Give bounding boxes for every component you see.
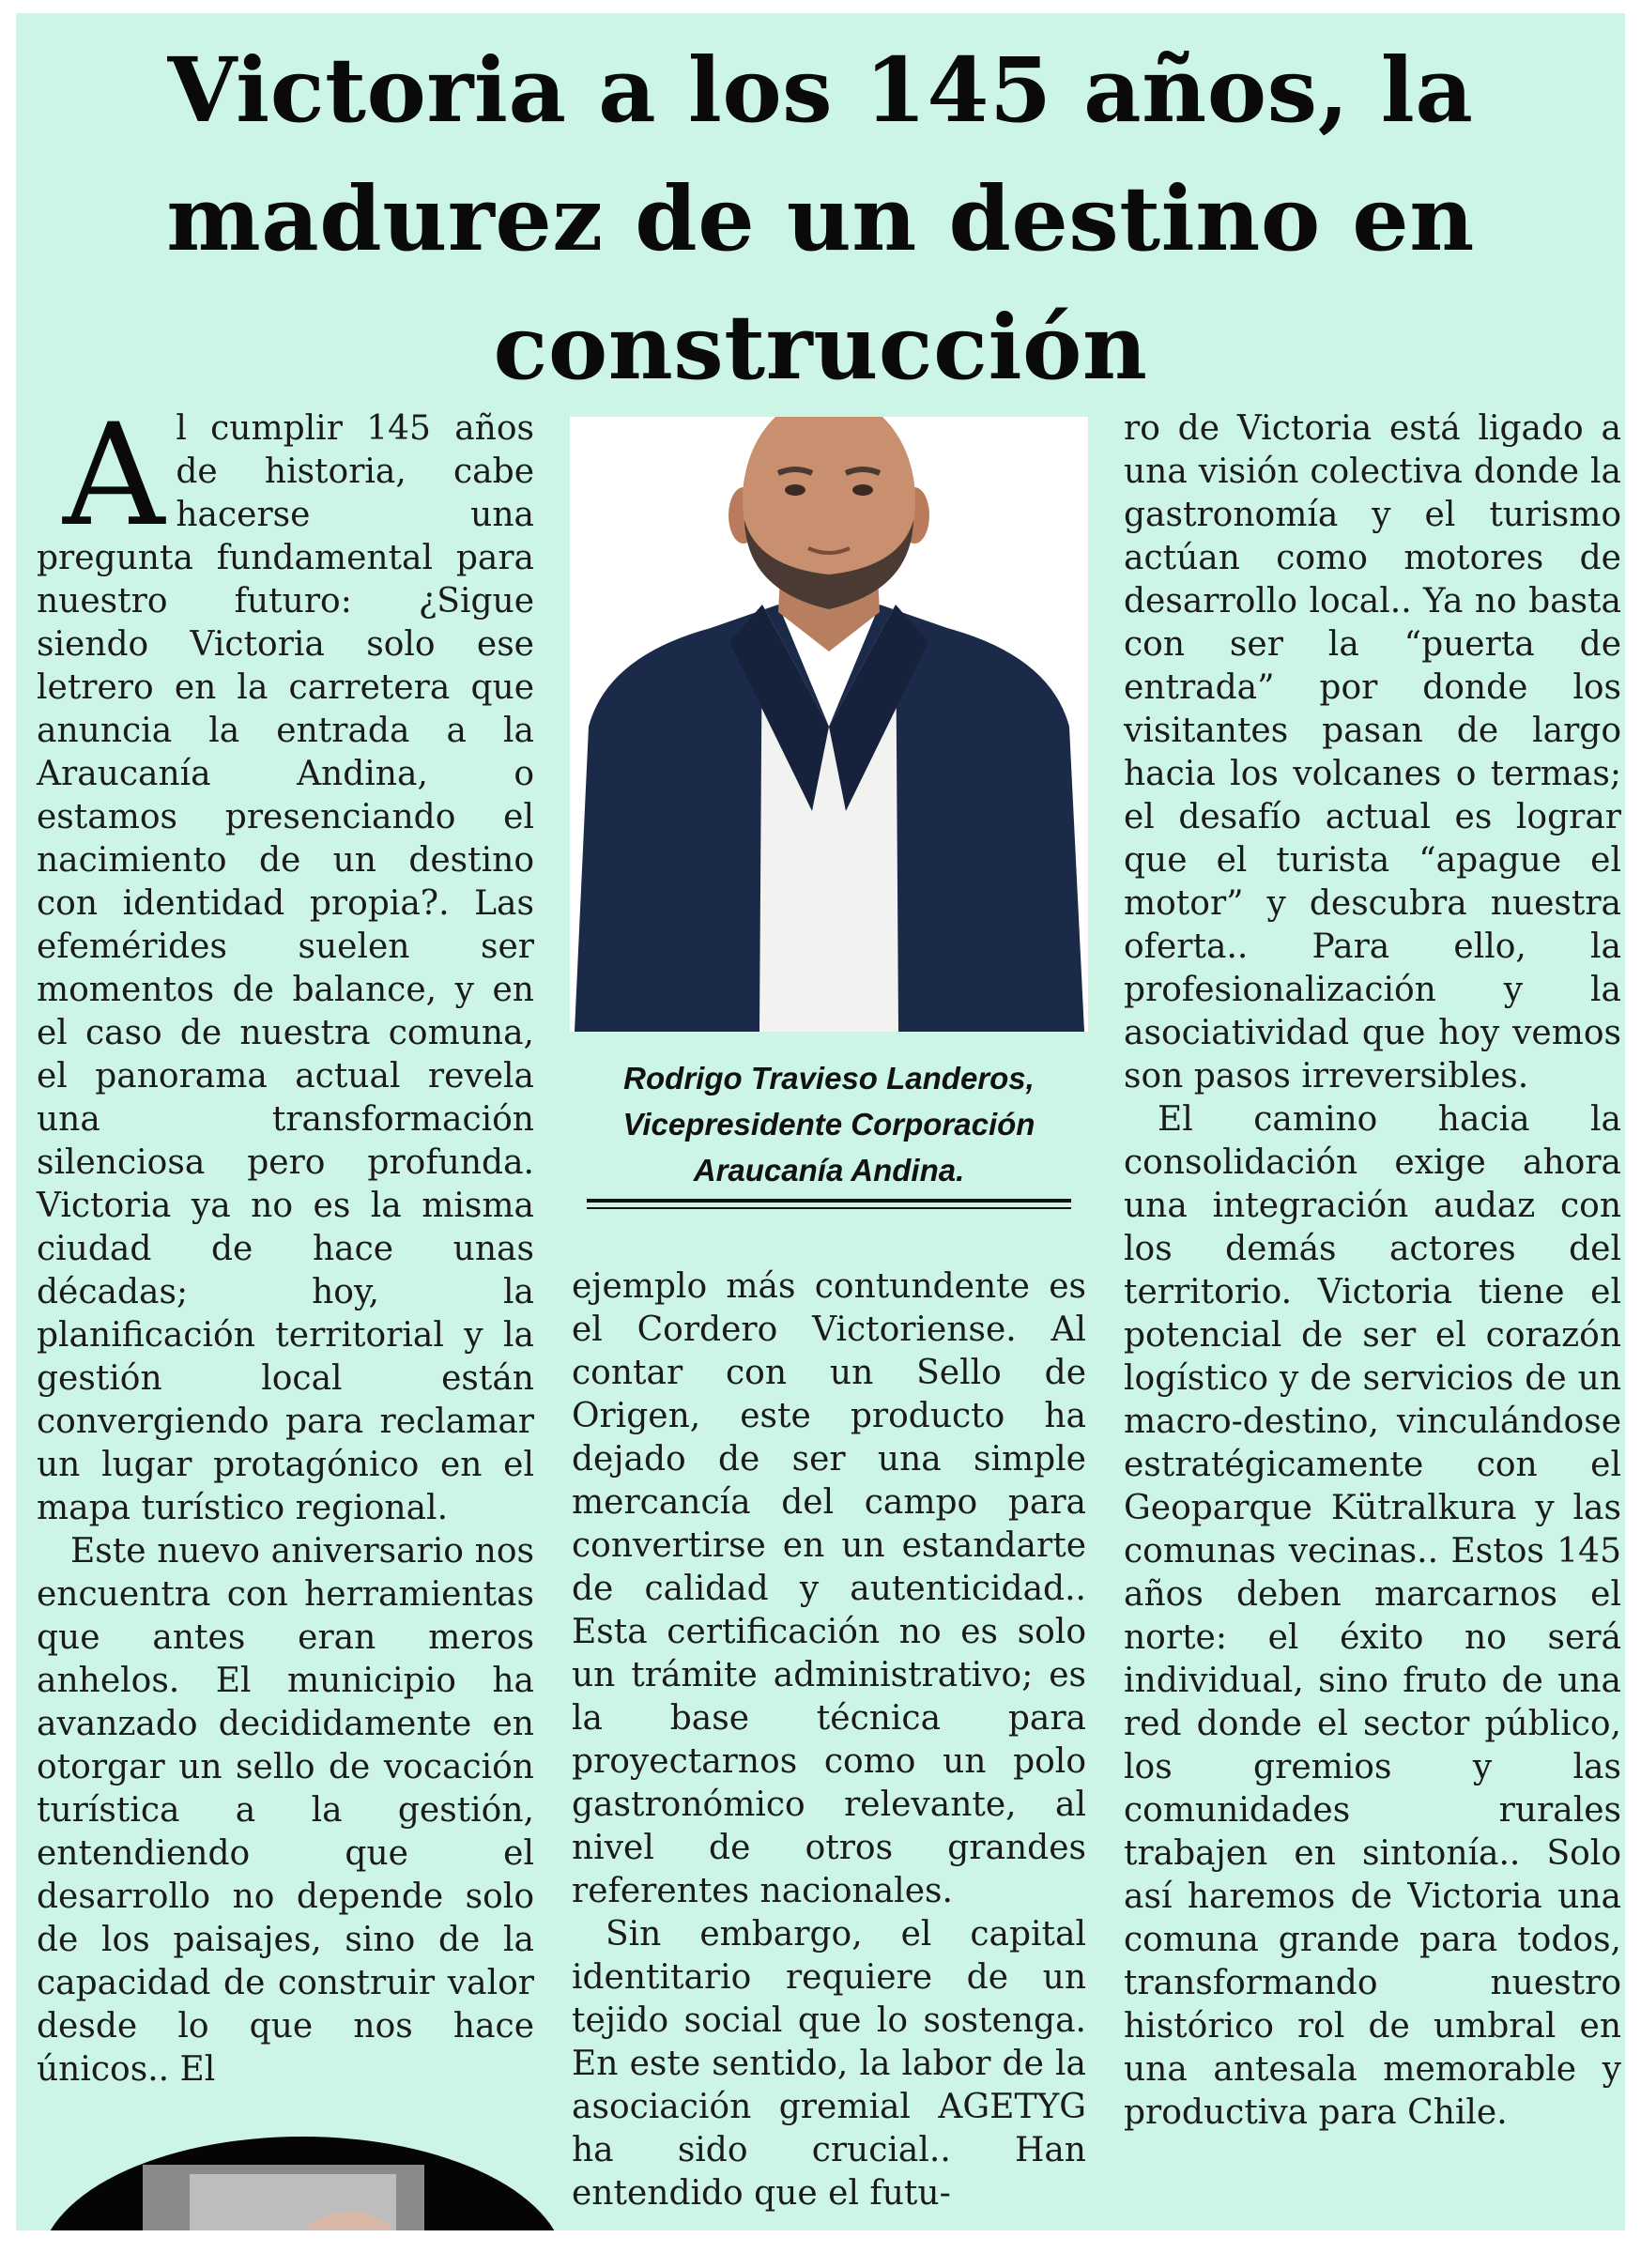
portrait-illustration	[570, 417, 1088, 1032]
paragraph	[37, 394, 534, 1530]
paragraph: Este nuevo aniversario nos encuentra con herramientas que antes eran meros anhelos. El municipio ha avanzado decididamente en otorgar un sello de vocación turística a la gestión, entendiendo que el desarrollo no depende solo de los paisajes, sino de la capacidad de construir valor desde lo que nos hace únicos.. El	[37, 1532, 534, 2089]
paragraph-text: l cumplir 145 años de historia, cabe hacerse una pregunta fundamental para nuestro futuro: ¿Sigue siendo Victoria solo ese letrero en la carretera que anuncia la entrada a la Araucanía Andina, o estamos presenciando el nacimiento de un destino con identidad propia?. Las efemérides suelen ser momentos de balance, y en el caso de nuestra comuna, el panorama actual revela una transformación silenciosa pero profunda. Victoria ya no es la misma ciudad de hace unas décadas; hoy, la planificación territorial y la gestión local están convergiendo para reclamar un lugar protagónico en el mapa turístico regional.	[37, 409, 534, 1527]
text-column-1	[37, 394, 534, 2092]
caption-role: Vicepresidente Corporación	[622, 1107, 1035, 1142]
paragraph: ejemplo más contundente es el Cordero Victoriense. Al contar con un Sello de Origen, este producto ha dejado de ser una simple mercancía del campo para convertirse en un estandarte de calidad y autenticidad.. Esta certificación no es solo un trámite administrativo; es la base técnica para proyectarnos como un polo gastronómico relevante, al nivel de otros grandes referentes nacionales.	[572, 1267, 1086, 1910]
inset-illustration	[39, 2137, 565, 2230]
paragraph: ro de Victoria está ligado a una visión colectiva donde la gastronomía y el turismo actúan como motores de desarrollo local.. Ya no basta con ser la “puerta de entrada” por donde los visitantes pasan de largo hacia los volcanes o termas; el desafío actual es lograr que el turista “apague el motor” y descubra nuestra oferta.. Para ello, la profesionalización y la asociatividad que hoy vemos son pasos irreversibles.	[1124, 409, 1621, 1096]
caption-organization: Araucanía Andina.	[693, 1153, 965, 1188]
photo-caption	[570, 1055, 1088, 1193]
article-title: Victoria a los 145 años, la madurez de un destino en construcción	[166, 38, 1475, 400]
paragraph: El camino hacia la consolidación exige ahora una integración audaz con los demás actores del territorio. Victoria tiene el potencial de ser el corazón logístico y de servicios de un macro-destino, vinculándose estratégicamente con el Geoparque Kütralkura y las comunas vecinas.. Estos 145 años deben marcarnos el norte: el éxito no será individual, sino fruto de una red donde el sector público, los gremios y las comunidades rurales trabajen en sintonía.. Solo así haremos de Victoria una comuna grande para todos, transformando nuestro histórico rol de umbral en una antesala memorable y productiva para Chile.	[1124, 1100, 1621, 2132]
caption-name: Rodrigo Travieso Landeros,	[623, 1061, 1035, 1096]
author-photo	[570, 417, 1088, 1032]
text-column-2	[572, 1265, 1086, 2215]
inset-photo	[39, 2137, 565, 2230]
caption-divider-thin	[587, 1207, 1071, 1209]
paragraph: Sin embargo, el capital identitario requiere de un tejido social que lo sostenga. En este sentido, la labor de la asociación gremial AGETYG ha sido crucial.. Han entendido que el futu-	[572, 1915, 1086, 2213]
article-panel	[16, 13, 1625, 2230]
text-column-3	[1124, 407, 1621, 2135]
drop-cap: A	[63, 394, 165, 558]
caption-divider	[587, 1199, 1071, 1203]
